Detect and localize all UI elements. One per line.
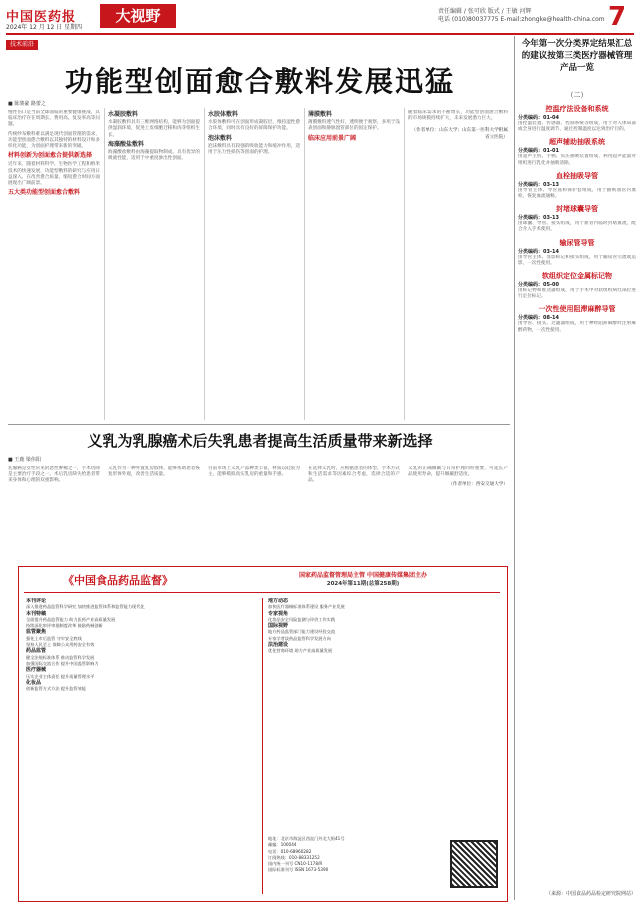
group-code: 分类编码：03-13 <box>518 181 559 188</box>
toc-section: 专家视角 <box>268 610 289 617</box>
box-divider <box>262 598 263 894</box>
paragraph: 随着临床需求的不断增长，功能型创面愈合敷料的市场规模持续扩大，未来发展潜力巨大。 <box>408 110 508 122</box>
group-text: 由控温装置、传感器、控制系统等组成，用于对人体局部或全身进行温度调节，通过控制温度以达到治疗目的。 <box>518 121 636 133</box>
main-author: ■ 陈骏豪 路蕾之 <box>8 101 46 107</box>
paragraph: 水胶体敷料可在创面形成凝胶层，维持湿性愈合环境，同时具有良好的屏障保护功能。 <box>208 120 300 132</box>
toc-section: 本刊特稿 <box>26 610 47 617</box>
sidebar-group <box>518 304 636 333</box>
section-banner: 大视野 <box>100 4 176 28</box>
second-author: ■ 王鹿 梁伟阳 <box>8 457 41 463</box>
paragraph: 慢性伤口是当前全球面临的重要健康挑战，其临床治疗存在周期长、费用高、复发率高等问题。 <box>8 110 100 128</box>
group-heading: 封堵球囊导管 <box>556 205 598 214</box>
header-rule <box>6 33 634 35</box>
column-divider <box>304 108 305 420</box>
main-column-3 <box>208 110 300 420</box>
subheading: 海藻酸盐敷料 <box>108 140 145 148</box>
contact-subscription: 订阅热线：010-88331252 <box>268 854 320 860</box>
author-affiliation: （作者单位：西安交通大学） <box>448 482 508 488</box>
group-heading: 软组织定位金属标记物 <box>542 272 612 281</box>
paragraph: 在选择义乳时，应根据患者的体型、手术方式和生活需求等因素综合考虑，选择合适的产品。 <box>308 466 400 484</box>
main-column-2 <box>108 110 200 420</box>
newspaper-logo: 中国医药报 <box>6 10 77 25</box>
toc-section: 地方动态 <box>268 598 289 604</box>
group-text: 由标记物和推送器组成，用于手术中对软组织病灶部位进行定位标记。 <box>518 288 636 300</box>
group-text: 由导管主体、导管座和保护套组成，用于抽吸血管内血栓，恢复血流通畅。 <box>518 187 636 200</box>
toc-entry[interactable]: 强化上市后监管 守牢安全底线 <box>26 635 82 641</box>
sidebar-title: 今年第一次分类界定结果汇总的建议按第三类医疗器械管理产品一览 <box>521 39 633 73</box>
sidebar-group <box>518 238 636 267</box>
sidebar-source: （来源：中国食品药品检定研究院网站） <box>545 891 636 897</box>
page-header <box>0 0 640 34</box>
section-tag: 技术前沿 <box>6 40 38 50</box>
issue-line: 2024年第11期(总第258期) <box>326 581 400 587</box>
toc-entry[interactable]: 坚持人民至上 保障公众用药安全有效 <box>26 642 95 648</box>
contact-phone: 电话：010-68960282 <box>268 848 312 854</box>
qr-code-icon <box>450 840 498 888</box>
toc-section: 国际视野 <box>268 623 289 630</box>
group-code: 分类编码：01-01 <box>518 148 559 155</box>
second-column-4 <box>308 466 400 560</box>
toc-entry[interactable]: 健全法规标准体系 推动监管科学发展 <box>26 654 95 660</box>
journal-title: 《中国食品药品监督》 <box>63 574 173 587</box>
toc-entry[interactable]: 全面提升药品监管能力 助力医药产业高质量发展 <box>26 616 116 622</box>
paragraph: 乳腺癌是女性常见的恶性肿瘤之一，手术切除是主要治疗手段之一。术后乳房缺失给患者带来身体和心理的双重影响。 <box>8 466 100 484</box>
paragraph: 泡沫敷料具有较强的吸收能力和缓冲作用，适用于压力性损伤等创面的护理。 <box>208 143 300 156</box>
toc-entry[interactable]: 化妆品安全风险监测与评价工作实践 <box>268 616 336 622</box>
contact-line: 电话 (010)80037775 E-mail:zhongke@health-china.com <box>438 16 605 23</box>
group-heading: 控温疗法设备和系统 <box>545 105 609 113</box>
sidebar-group <box>518 137 636 166</box>
sidebar-group <box>518 271 636 300</box>
contact-postcode: 邮编：100044 <box>268 842 297 848</box>
group-code: 分类编码：01-04 <box>518 115 559 121</box>
subheading: 五大类功能型创面愈合敷料 <box>8 189 81 197</box>
toc-entry[interactable]: 创新监管方式方法 提升监管效能 <box>26 686 86 692</box>
paragraph: 传统纱布敷料难以满足现代创面管理的需求，功能型创面愈合敷料以其独特的材料设计和多样化功能，为创面护理带来新的突破。 <box>8 131 100 150</box>
page-number: 7 <box>608 2 627 32</box>
toc-section: 法治建设 <box>268 642 289 649</box>
section-divider <box>8 424 510 425</box>
publisher-line: 国家药品监督管理局主管 中国健康传媒集团主办 <box>298 572 428 579</box>
group-heading: 一次性使用阻滞麻醉导管 <box>538 305 616 314</box>
subheading: 泡沫敷料 <box>208 134 233 142</box>
contact-address: 地址：北京市海淀区西直门外北大街41号 <box>268 836 345 841</box>
toc-section: 本刊评论 <box>26 598 47 604</box>
editor-info <box>438 8 605 24</box>
subheading: 薄膜敷料 <box>308 111 333 118</box>
main-column-5 <box>408 110 508 420</box>
column-divider <box>404 108 405 420</box>
sidebar-part: （二） <box>566 91 588 99</box>
journal-header <box>228 570 498 587</box>
second-column-3 <box>208 466 300 560</box>
second-column-1 <box>8 466 100 560</box>
toc-section: 监管聚焦 <box>26 629 47 636</box>
subheading: 临床应用前景广阔 <box>308 134 357 142</box>
paragraph: 义乳的正确佩戴与日常护理同样重要，可延长产品使用寿命，提升佩戴舒适度。 <box>408 466 508 478</box>
paragraph: 目前市场上义乳产品种类丰富，材质以硅胶为主，能够模拟真实乳房的重量和手感。 <box>208 466 300 478</box>
group-code: 分类编码：05-00 <box>518 282 559 289</box>
toc-left <box>26 598 256 894</box>
group-text: 由导管、接头、过滤器组成，用于神经阻滞麻醉时注射麻醉药物，一次性使用。 <box>518 321 636 333</box>
sidebar-group <box>518 204 636 233</box>
toc-section: 化妆品 <box>26 679 42 686</box>
sidebar-group <box>518 171 636 200</box>
group-heading: 输尿管导管 <box>559 238 595 247</box>
toc-entry[interactable]: 深入推进药品监管科学研究 加快推进监管体系和监管能力现代化 <box>26 604 145 610</box>
paragraph: 薄膜敷料透气性好、透明便于观察，多用于浅表创面和静脉置管部位的固定保护。 <box>308 120 400 132</box>
group-heading: 血栓抽吸导管 <box>556 171 598 180</box>
group-text: 由导管主体、显影标记和接头组成，用于输尿管引流或造影，一次性使用。 <box>518 254 636 266</box>
editor-line: 责任编辑 / 张可欣 版式 / 王敏 河辉 <box>438 8 532 15</box>
journal-contact <box>268 836 438 874</box>
paragraph: 水凝胶敷料具有三维网络结构，能够为创面提供湿润环境，促进上皮细胞迁移和肉芽组织生长。 <box>108 120 200 138</box>
toc-entry[interactable]: 地方药品监管部门能力建设经验交流 <box>268 629 336 635</box>
contact-issn: 国际标准刊号 ISSN 1673-5390 <box>268 867 329 873</box>
group-code: 分类编码：03-13 <box>518 215 559 222</box>
group-text: 由超声主机、手柄、负压抽吸装置组成，利用超声能量对组织进行乳化并抽吸清除。 <box>518 154 636 166</box>
sidebar-list <box>518 104 636 894</box>
paragraph: 义乳作为一种外置乳房假体，能够帮助患者恢复形体外观，改善生活质量。 <box>108 466 200 478</box>
group-code: 分类编码：03-14 <box>518 248 559 255</box>
column-divider <box>104 108 105 420</box>
toc-section: 医疗器械 <box>26 667 47 674</box>
second-column-5 <box>408 466 508 560</box>
toc-entry[interactable]: 加强国际交流合作 提升中国监管影响力 <box>26 660 99 666</box>
subheading: 材料创新为创面愈合提供新选择 <box>8 152 93 160</box>
box-rule <box>24 592 500 593</box>
toc-section: 药品监管 <box>26 648 47 655</box>
group-text: 由球囊、导管、接头组成，用于血管内临时封堵血流，配合介入手术使用。 <box>518 221 636 233</box>
subheading: 水胶体敷料 <box>208 111 239 118</box>
toc-right <box>268 598 498 828</box>
main-headline: 功能型创面愈合敷料发展迅猛 <box>64 65 455 98</box>
sidebar-group <box>518 104 636 133</box>
main-column-4 <box>308 110 400 420</box>
contact-cn: 国内统一刊号 CN10-1178/R <box>268 861 323 867</box>
toc-entry[interactable]: 加快医疗器械标准体系建设 服务产业发展 <box>268 604 345 610</box>
paragraph: 近年来，随着材料科学、生物医学工程和纳米技术的快速发展，功能型敷料的研究与应用日益深入，在改善愈合质量、缩短愈合时间方面展现出广阔前景。 <box>8 162 100 187</box>
paragraph: 海藻酸盐敷料由海藻提取物制成，具有优异的吸液性能，适用于中重度渗出性创面。 <box>108 150 200 162</box>
issue-date: 2024年 12 月 12 日 星期四 <box>6 24 83 31</box>
group-code: 分类编码：08-14 <box>518 315 559 322</box>
toc-entry[interactable]: 压实企业主体责任 提升质量管理水平 <box>26 673 95 679</box>
column-divider <box>204 108 205 420</box>
second-headline: 义乳为乳腺癌术后失乳患者提高生活质量带来新选择 <box>87 432 433 450</box>
toc-entry[interactable]: 专家学者谈药品监管科学发展方向 <box>268 635 331 641</box>
group-heading: 超声辅助抽吸系统 <box>549 138 605 147</box>
toc-entry[interactable]: 优化营商环境 助力产业高质量发展 <box>268 648 333 654</box>
second-column-2 <box>108 466 200 560</box>
author-affiliation: （作者单位：山东大学；山东第一医科大学附属省立医院） <box>411 128 508 140</box>
subheading: 水凝胶敷料 <box>108 111 139 118</box>
sidebar-divider <box>514 36 515 900</box>
toc-entry[interactable]: 持续深化审评审批制度改革 鼓励药械创新 <box>26 623 103 629</box>
main-column-1 <box>8 110 100 420</box>
